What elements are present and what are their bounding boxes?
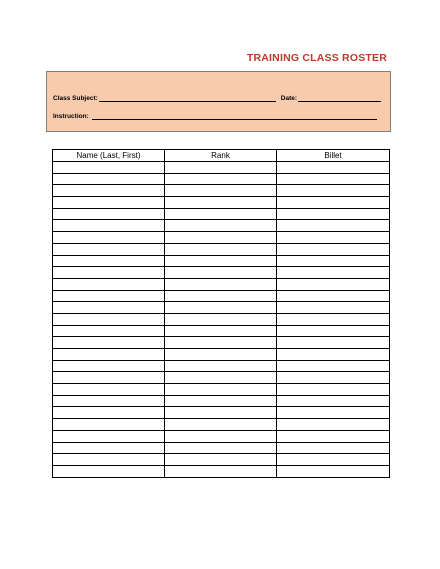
name-cell[interactable]	[53, 372, 165, 384]
name-cell[interactable]	[53, 208, 165, 220]
rank-cell[interactable]	[165, 454, 277, 466]
rank-cell[interactable]	[165, 290, 277, 302]
name-cell[interactable]	[53, 197, 165, 209]
instruction-label: Instruction:	[53, 113, 89, 120]
name-cell[interactable]	[53, 384, 165, 396]
table-row	[53, 208, 390, 220]
name-cell[interactable]	[53, 313, 165, 325]
billet-cell[interactable]	[277, 197, 390, 209]
class-info-box	[46, 71, 391, 132]
name-column-header: Name (Last, First)	[53, 150, 165, 162]
table-row	[53, 395, 390, 407]
table-row	[53, 349, 390, 361]
table-row	[53, 197, 390, 209]
rank-cell[interactable]	[165, 197, 277, 209]
rank-cell[interactable]	[165, 208, 277, 220]
name-cell[interactable]	[53, 430, 165, 442]
date-field[interactable]	[298, 95, 381, 102]
billet-cell[interactable]	[277, 185, 390, 197]
instruction-field[interactable]	[92, 113, 377, 120]
rank-cell[interactable]	[165, 185, 277, 197]
name-cell[interactable]	[53, 454, 165, 466]
roster-table	[52, 149, 390, 478]
billet-cell[interactable]	[277, 302, 390, 314]
billet-cell[interactable]	[277, 220, 390, 232]
name-cell[interactable]	[53, 162, 165, 174]
billet-column-header: Billet	[277, 150, 390, 162]
billet-cell[interactable]	[277, 267, 390, 279]
rank-cell[interactable]	[165, 407, 277, 419]
name-cell[interactable]	[53, 220, 165, 232]
table-row	[53, 442, 390, 454]
name-cell[interactable]	[53, 278, 165, 290]
name-cell[interactable]	[53, 349, 165, 361]
billet-cell[interactable]	[277, 395, 390, 407]
name-cell[interactable]	[53, 255, 165, 267]
billet-cell[interactable]	[277, 313, 390, 325]
name-cell[interactable]	[53, 407, 165, 419]
name-cell[interactable]	[53, 419, 165, 431]
billet-cell[interactable]	[277, 337, 390, 349]
table-row	[53, 185, 390, 197]
table-row	[53, 173, 390, 185]
table-row	[53, 255, 390, 267]
rank-cell[interactable]	[165, 337, 277, 349]
rank-cell[interactable]	[165, 430, 277, 442]
billet-cell[interactable]	[277, 243, 390, 255]
name-cell[interactable]	[53, 173, 165, 185]
table-row	[53, 454, 390, 466]
table-row	[53, 465, 390, 477]
table-row	[53, 430, 390, 442]
name-cell[interactable]	[53, 185, 165, 197]
table-row	[53, 232, 390, 244]
name-cell[interactable]	[53, 302, 165, 314]
roster-body	[53, 162, 390, 478]
name-cell[interactable]	[53, 267, 165, 279]
name-cell[interactable]	[53, 395, 165, 407]
table-row	[53, 384, 390, 396]
billet-cell[interactable]	[277, 465, 390, 477]
billet-cell[interactable]	[277, 384, 390, 396]
rank-cell[interactable]	[165, 243, 277, 255]
table-row	[53, 325, 390, 337]
roster-header-row	[53, 150, 390, 162]
billet-cell[interactable]	[277, 419, 390, 431]
table-row	[53, 267, 390, 279]
name-cell[interactable]	[53, 360, 165, 372]
rank-cell[interactable]	[165, 384, 277, 396]
billet-cell[interactable]	[277, 290, 390, 302]
name-cell[interactable]	[53, 232, 165, 244]
billet-cell[interactable]	[277, 360, 390, 372]
table-row	[53, 313, 390, 325]
billet-cell[interactable]	[277, 349, 390, 361]
billet-cell[interactable]	[277, 454, 390, 466]
billet-cell[interactable]	[277, 278, 390, 290]
billet-cell[interactable]	[277, 325, 390, 337]
page-title: TRAINING CLASS ROSTER	[246, 52, 387, 64]
rank-cell[interactable]	[165, 419, 277, 431]
billet-cell[interactable]	[277, 255, 390, 267]
table-row	[53, 407, 390, 419]
rank-cell[interactable]	[165, 395, 277, 407]
table-row	[53, 302, 390, 314]
rank-cell[interactable]	[165, 220, 277, 232]
name-cell[interactable]	[53, 325, 165, 337]
table-row	[53, 419, 390, 431]
table-row	[53, 220, 390, 232]
class-subject-row	[53, 95, 381, 102]
rank-cell[interactable]	[165, 325, 277, 337]
billet-cell[interactable]	[277, 162, 390, 174]
rank-cell[interactable]	[165, 302, 277, 314]
billet-cell[interactable]	[277, 208, 390, 220]
billet-cell[interactable]	[277, 232, 390, 244]
rank-cell[interactable]	[165, 173, 277, 185]
billet-cell[interactable]	[277, 407, 390, 419]
class-subject-field[interactable]	[99, 95, 276, 102]
name-cell[interactable]	[53, 243, 165, 255]
name-cell[interactable]	[53, 442, 165, 454]
rank-cell[interactable]	[165, 267, 277, 279]
rank-cell[interactable]	[165, 313, 277, 325]
rank-cell[interactable]	[165, 465, 277, 477]
billet-cell[interactable]	[277, 430, 390, 442]
table-row	[53, 337, 390, 349]
billet-cell[interactable]	[277, 442, 390, 454]
rank-cell[interactable]	[165, 162, 277, 174]
rank-cell[interactable]	[165, 442, 277, 454]
table-row	[53, 243, 390, 255]
rank-column-header: Rank	[165, 150, 277, 162]
table-row	[53, 162, 390, 174]
table-row	[53, 372, 390, 384]
rank-cell[interactable]	[165, 255, 277, 267]
rank-cell[interactable]	[165, 232, 277, 244]
table-row	[53, 290, 390, 302]
rank-cell[interactable]	[165, 349, 277, 361]
rank-cell[interactable]	[165, 278, 277, 290]
instruction-row	[53, 113, 377, 120]
table-row	[53, 278, 390, 290]
name-cell[interactable]	[53, 337, 165, 349]
date-label: Date:	[280, 95, 298, 102]
rank-cell[interactable]	[165, 360, 277, 372]
table-row	[53, 360, 390, 372]
name-cell[interactable]	[53, 290, 165, 302]
name-cell[interactable]	[53, 465, 165, 477]
billet-cell[interactable]	[277, 372, 390, 384]
class-subject-label: Class Subject:	[53, 95, 98, 102]
billet-cell[interactable]	[277, 173, 390, 185]
rank-cell[interactable]	[165, 372, 277, 384]
